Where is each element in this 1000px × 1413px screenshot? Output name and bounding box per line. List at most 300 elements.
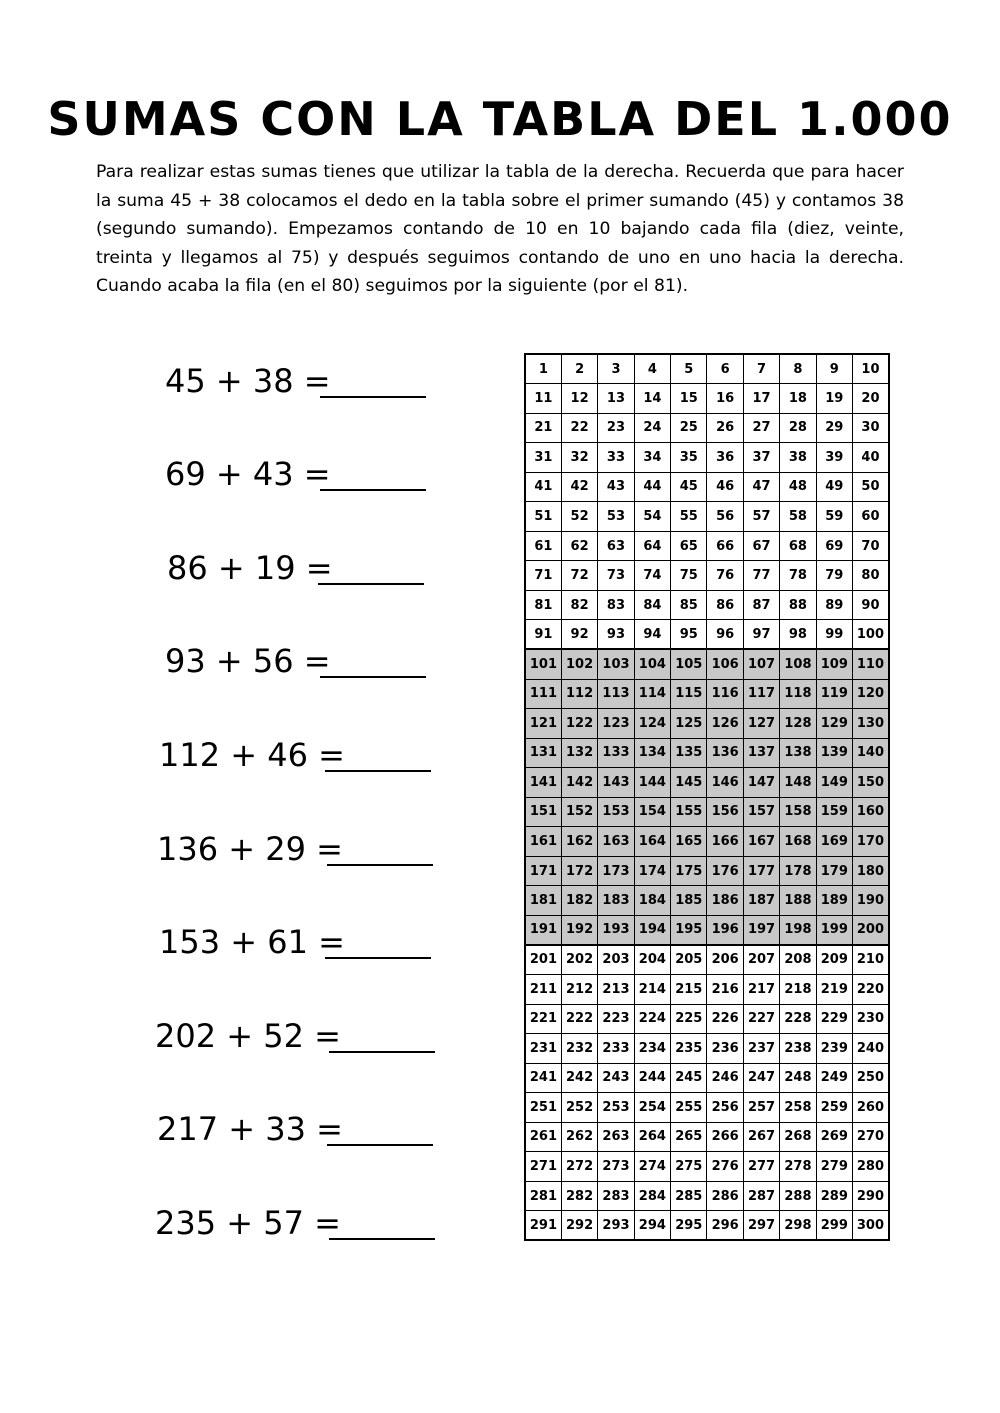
table-cell: 107 [743, 649, 779, 679]
sum-expression: 202 + 52 = [155, 1017, 341, 1055]
table-cell: 90 [853, 590, 889, 620]
table-cell: 261 [525, 1122, 561, 1152]
table-cell: 294 [634, 1211, 670, 1241]
table-row [525, 1034, 889, 1064]
table-cell: 202 [561, 945, 597, 975]
table-cell: 268 [780, 1122, 816, 1152]
table-cell: 199 [816, 915, 852, 945]
table-cell: 126 [707, 709, 743, 739]
table-cell: 217 [743, 974, 779, 1004]
answer-blank[interactable] [320, 489, 426, 491]
table-cell: 254 [634, 1093, 670, 1123]
table-cell: 142 [561, 768, 597, 798]
table-cell: 92 [561, 620, 597, 650]
table-cell: 190 [853, 886, 889, 916]
table-cell: 270 [853, 1122, 889, 1152]
table-row [525, 709, 889, 739]
table-cell: 212 [561, 974, 597, 1004]
table-cell: 278 [780, 1152, 816, 1182]
table-cell: 102 [561, 649, 597, 679]
table-cell: 262 [561, 1122, 597, 1152]
table-cell: 28 [780, 413, 816, 443]
table-row [525, 915, 889, 945]
table-cell: 195 [671, 915, 707, 945]
table-cell: 72 [561, 561, 597, 591]
table-cell: 1 [525, 354, 561, 384]
answer-blank[interactable] [320, 396, 426, 398]
table-cell: 235 [671, 1034, 707, 1064]
table-cell: 250 [853, 1063, 889, 1093]
table-cell: 257 [743, 1093, 779, 1123]
table-cell: 247 [743, 1063, 779, 1093]
table-cell: 192 [561, 915, 597, 945]
table-cell: 252 [561, 1093, 597, 1123]
table-cell: 119 [816, 679, 852, 709]
table-cell: 286 [707, 1181, 743, 1211]
table-cell: 135 [671, 738, 707, 768]
answer-blank[interactable] [329, 1051, 435, 1053]
table-cell: 49 [816, 472, 852, 502]
table-cell: 275 [671, 1152, 707, 1182]
table-cell: 123 [598, 709, 634, 739]
table-cell: 106 [707, 649, 743, 679]
table-cell: 115 [671, 679, 707, 709]
table-cell: 77 [743, 561, 779, 591]
table-cell: 211 [525, 974, 561, 1004]
table-row [525, 1211, 889, 1241]
sum-exercise [0, 730, 500, 780]
table-cell: 148 [780, 768, 816, 798]
table-cell: 108 [780, 649, 816, 679]
table-cell: 206 [707, 945, 743, 975]
sum-exercise [0, 917, 500, 967]
table-cell: 263 [598, 1122, 634, 1152]
answer-blank[interactable] [327, 1144, 433, 1146]
table-cell: 62 [561, 531, 597, 561]
table-cell: 97 [743, 620, 779, 650]
answer-blank[interactable] [318, 583, 424, 585]
table-cell: 111 [525, 679, 561, 709]
table-cell: 140 [853, 738, 889, 768]
table-cell: 223 [598, 1004, 634, 1034]
table-row [525, 649, 889, 679]
table-cell: 153 [598, 797, 634, 827]
table-cell: 291 [525, 1211, 561, 1241]
table-cell: 233 [598, 1034, 634, 1064]
table-cell: 177 [743, 856, 779, 886]
table-cell: 117 [743, 679, 779, 709]
table-cell: 78 [780, 561, 816, 591]
table-row [525, 384, 889, 414]
table-cell: 63 [598, 531, 634, 561]
table-cell: 156 [707, 797, 743, 827]
table-cell: 112 [561, 679, 597, 709]
table-cell: 209 [816, 945, 852, 975]
answer-blank[interactable] [325, 957, 431, 959]
table-cell: 54 [634, 502, 670, 532]
table-cell: 94 [634, 620, 670, 650]
table-cell: 298 [780, 1211, 816, 1241]
table-cell: 6 [707, 354, 743, 384]
table-cell: 70 [853, 531, 889, 561]
sum-expression: 235 + 57 = [155, 1204, 341, 1242]
table-cell: 241 [525, 1063, 561, 1093]
answer-blank[interactable] [327, 864, 433, 866]
table-cell: 36 [707, 443, 743, 473]
table-cell: 201 [525, 945, 561, 975]
table-cell: 136 [707, 738, 743, 768]
table-cell: 274 [634, 1152, 670, 1182]
instructions-paragraph: Para realizar estas sumas tienes que utilizar la tabla de la derecha. Recuerda que para hacer la suma 45 + 38 colocamos el dedo en la tabla sobre el primer sumando (45) y contamos 38 (segundo sumando). Empezamos contando de 10 en 10 bajando cada fila (diez, veinte, treinta y llegamos al 75) y después seguimos contando de uno en uno hacia la derecha. Cuando acaba la fila (en el 80) seguimos por la siguiente (por el 81). [96, 162, 904, 296]
table-cell: 152 [561, 797, 597, 827]
table-row [525, 886, 889, 916]
table-cell: 158 [780, 797, 816, 827]
table-cell: 68 [780, 531, 816, 561]
sum-expression: 69 + 43 = [165, 455, 331, 493]
sum-exercise [0, 824, 500, 874]
table-cell: 27 [743, 413, 779, 443]
table-cell: 25 [671, 413, 707, 443]
table-cell: 7 [743, 354, 779, 384]
table-cell: 85 [671, 590, 707, 620]
table-cell: 216 [707, 974, 743, 1004]
table-cell: 184 [634, 886, 670, 916]
table-cell: 165 [671, 827, 707, 857]
table-cell: 59 [816, 502, 852, 532]
table-cell: 284 [634, 1181, 670, 1211]
table-cell: 214 [634, 974, 670, 1004]
table-cell: 139 [816, 738, 852, 768]
table-cell: 9 [816, 354, 852, 384]
table-cell: 4 [634, 354, 670, 384]
table-cell: 81 [525, 590, 561, 620]
table-cell: 285 [671, 1181, 707, 1211]
table-cell: 161 [525, 827, 561, 857]
table-cell: 222 [561, 1004, 597, 1034]
table-cell: 41 [525, 472, 561, 502]
table-cell: 66 [707, 531, 743, 561]
table-cell: 143 [598, 768, 634, 798]
table-cell: 76 [707, 561, 743, 591]
table-cell: 259 [816, 1093, 852, 1123]
table-cell: 277 [743, 1152, 779, 1182]
table-cell: 290 [853, 1181, 889, 1211]
table-cell: 138 [780, 738, 816, 768]
table-cell: 197 [743, 915, 779, 945]
table-cell: 13 [598, 384, 634, 414]
table-cell: 86 [707, 590, 743, 620]
table-cell: 29 [816, 413, 852, 443]
table-cell: 40 [853, 443, 889, 473]
table-cell: 47 [743, 472, 779, 502]
table-cell: 35 [671, 443, 707, 473]
answer-blank[interactable] [320, 676, 426, 678]
table-cell: 242 [561, 1063, 597, 1093]
table-cell: 73 [598, 561, 634, 591]
table-cell: 256 [707, 1093, 743, 1123]
table-cell: 189 [816, 886, 852, 916]
table-cell: 264 [634, 1122, 670, 1152]
table-cell: 198 [780, 915, 816, 945]
table-cell: 230 [853, 1004, 889, 1034]
table-cell: 104 [634, 649, 670, 679]
table-cell: 245 [671, 1063, 707, 1093]
table-cell: 295 [671, 1211, 707, 1241]
table-cell: 61 [525, 531, 561, 561]
table-cell: 237 [743, 1034, 779, 1064]
table-cell: 228 [780, 1004, 816, 1034]
table-cell: 51 [525, 502, 561, 532]
table-cell: 174 [634, 856, 670, 886]
table-cell: 238 [780, 1034, 816, 1064]
table-row [525, 502, 889, 532]
table-row [525, 531, 889, 561]
table-cell: 175 [671, 856, 707, 886]
table-row [525, 561, 889, 591]
table-cell: 65 [671, 531, 707, 561]
table-cell: 23 [598, 413, 634, 443]
table-cell: 276 [707, 1152, 743, 1182]
table-cell: 39 [816, 443, 852, 473]
number-table [524, 353, 890, 1241]
table-cell: 182 [561, 886, 597, 916]
table-cell: 157 [743, 797, 779, 827]
table-cell: 151 [525, 797, 561, 827]
table-cell: 127 [743, 709, 779, 739]
table-cell: 46 [707, 472, 743, 502]
table-cell: 67 [743, 531, 779, 561]
table-cell: 38 [780, 443, 816, 473]
table-cell: 186 [707, 886, 743, 916]
table-cell: 260 [853, 1093, 889, 1123]
table-cell: 5 [671, 354, 707, 384]
table-cell: 105 [671, 649, 707, 679]
table-cell: 84 [634, 590, 670, 620]
table-cell: 244 [634, 1063, 670, 1093]
table-cell: 282 [561, 1181, 597, 1211]
table-cell: 169 [816, 827, 852, 857]
sum-exercise [0, 449, 500, 499]
table-cell: 3 [598, 354, 634, 384]
table-cell: 21 [525, 413, 561, 443]
table-cell: 155 [671, 797, 707, 827]
table-row [525, 354, 889, 384]
table-cell: 87 [743, 590, 779, 620]
table-cell: 80 [853, 561, 889, 591]
table-cell: 75 [671, 561, 707, 591]
sum-exercise [0, 356, 500, 406]
table-cell: 116 [707, 679, 743, 709]
table-cell: 288 [780, 1181, 816, 1211]
table-row [525, 1093, 889, 1123]
table-row [525, 1004, 889, 1034]
table-cell: 16 [707, 384, 743, 414]
table-cell: 96 [707, 620, 743, 650]
table-cell: 183 [598, 886, 634, 916]
table-cell: 30 [853, 413, 889, 443]
table-cell: 129 [816, 709, 852, 739]
table-cell: 239 [816, 1034, 852, 1064]
table-cell: 179 [816, 856, 852, 886]
table-cell: 204 [634, 945, 670, 975]
table-cell: 300 [853, 1211, 889, 1241]
table-cell: 58 [780, 502, 816, 532]
table-row [525, 1152, 889, 1182]
table-cell: 103 [598, 649, 634, 679]
table-row [525, 472, 889, 502]
table-cell: 83 [598, 590, 634, 620]
table-cell: 48 [780, 472, 816, 502]
table-row [525, 413, 889, 443]
table-cell: 240 [853, 1034, 889, 1064]
table-cell: 64 [634, 531, 670, 561]
table-cell: 95 [671, 620, 707, 650]
table-row [525, 590, 889, 620]
table-cell: 172 [561, 856, 597, 886]
table-cell: 271 [525, 1152, 561, 1182]
table-cell: 205 [671, 945, 707, 975]
table-cell: 18 [780, 384, 816, 414]
table-cell: 124 [634, 709, 670, 739]
table-cell: 246 [707, 1063, 743, 1093]
table-cell: 207 [743, 945, 779, 975]
table-cell: 249 [816, 1063, 852, 1093]
table-cell: 215 [671, 974, 707, 1004]
table-cell: 173 [598, 856, 634, 886]
table-cell: 141 [525, 768, 561, 798]
table-row [525, 1063, 889, 1093]
table-cell: 26 [707, 413, 743, 443]
table-cell: 272 [561, 1152, 597, 1182]
table-cell: 79 [816, 561, 852, 591]
table-cell: 170 [853, 827, 889, 857]
table-cell: 227 [743, 1004, 779, 1034]
table-cell: 162 [561, 827, 597, 857]
table-cell: 69 [816, 531, 852, 561]
answer-blank[interactable] [325, 770, 431, 772]
table-cell: 52 [561, 502, 597, 532]
table-cell: 203 [598, 945, 634, 975]
table-cell: 74 [634, 561, 670, 591]
table-cell: 269 [816, 1122, 852, 1152]
answer-blank[interactable] [329, 1238, 435, 1240]
table-cell: 56 [707, 502, 743, 532]
sum-expression: 136 + 29 = [157, 830, 343, 868]
table-cell: 150 [853, 768, 889, 798]
table-cell: 231 [525, 1034, 561, 1064]
table-cell: 120 [853, 679, 889, 709]
table-cell: 53 [598, 502, 634, 532]
table-row [525, 679, 889, 709]
table-cell: 258 [780, 1093, 816, 1123]
table-row [525, 945, 889, 975]
table-cell: 15 [671, 384, 707, 414]
table-cell: 24 [634, 413, 670, 443]
table-cell: 176 [707, 856, 743, 886]
table-cell: 82 [561, 590, 597, 620]
sum-expression: 93 + 56 = [165, 642, 331, 680]
table-cell: 37 [743, 443, 779, 473]
table-cell: 125 [671, 709, 707, 739]
table-cell: 98 [780, 620, 816, 650]
table-cell: 2 [561, 354, 597, 384]
table-cell: 10 [853, 354, 889, 384]
table-cell: 255 [671, 1093, 707, 1123]
sum-expression: 153 + 61 = [159, 923, 345, 961]
table-cell: 134 [634, 738, 670, 768]
table-row [525, 974, 889, 1004]
table-cell: 191 [525, 915, 561, 945]
table-cell: 118 [780, 679, 816, 709]
table-cell: 164 [634, 827, 670, 857]
table-row [525, 620, 889, 650]
table-cell: 89 [816, 590, 852, 620]
table-cell: 101 [525, 649, 561, 679]
table-cell: 171 [525, 856, 561, 886]
table-cell: 55 [671, 502, 707, 532]
table-cell: 267 [743, 1122, 779, 1152]
table-cell: 273 [598, 1152, 634, 1182]
table-cell: 160 [853, 797, 889, 827]
table-cell: 146 [707, 768, 743, 798]
table-cell: 234 [634, 1034, 670, 1064]
sum-expression: 45 + 38 = [165, 362, 331, 400]
table-cell: 185 [671, 886, 707, 916]
table-row [525, 856, 889, 886]
table-cell: 131 [525, 738, 561, 768]
table-cell: 293 [598, 1211, 634, 1241]
table-cell: 213 [598, 974, 634, 1004]
table-cell: 11 [525, 384, 561, 414]
table-cell: 194 [634, 915, 670, 945]
table-cell: 196 [707, 915, 743, 945]
table-cell: 226 [707, 1004, 743, 1034]
table-cell: 243 [598, 1063, 634, 1093]
table-cell: 219 [816, 974, 852, 1004]
table-cell: 210 [853, 945, 889, 975]
table-cell: 109 [816, 649, 852, 679]
table-cell: 137 [743, 738, 779, 768]
table-cell: 93 [598, 620, 634, 650]
table-cell: 43 [598, 472, 634, 502]
table-cell: 50 [853, 472, 889, 502]
sum-exercise [0, 636, 500, 686]
table-cell: 193 [598, 915, 634, 945]
table-cell: 145 [671, 768, 707, 798]
table-cell: 225 [671, 1004, 707, 1034]
table-cell: 200 [853, 915, 889, 945]
table-cell: 8 [780, 354, 816, 384]
table-row [525, 827, 889, 857]
sum-expression: 86 + 19 = [167, 549, 333, 587]
sum-exercise [0, 1104, 500, 1154]
table-cell: 99 [816, 620, 852, 650]
table-cell: 229 [816, 1004, 852, 1034]
table-cell: 130 [853, 709, 889, 739]
table-cell: 147 [743, 768, 779, 798]
table-cell: 22 [561, 413, 597, 443]
table-row [525, 1181, 889, 1211]
sum-expression: 112 + 46 = [159, 736, 345, 774]
page-title: SUMAS CON LA TABLA DEL 1.000 [47, 92, 953, 146]
table-cell: 299 [816, 1211, 852, 1241]
table-cell: 33 [598, 443, 634, 473]
table-cell: 251 [525, 1093, 561, 1123]
table-cell: 91 [525, 620, 561, 650]
table-cell: 128 [780, 709, 816, 739]
table-cell: 121 [525, 709, 561, 739]
table-cell: 32 [561, 443, 597, 473]
